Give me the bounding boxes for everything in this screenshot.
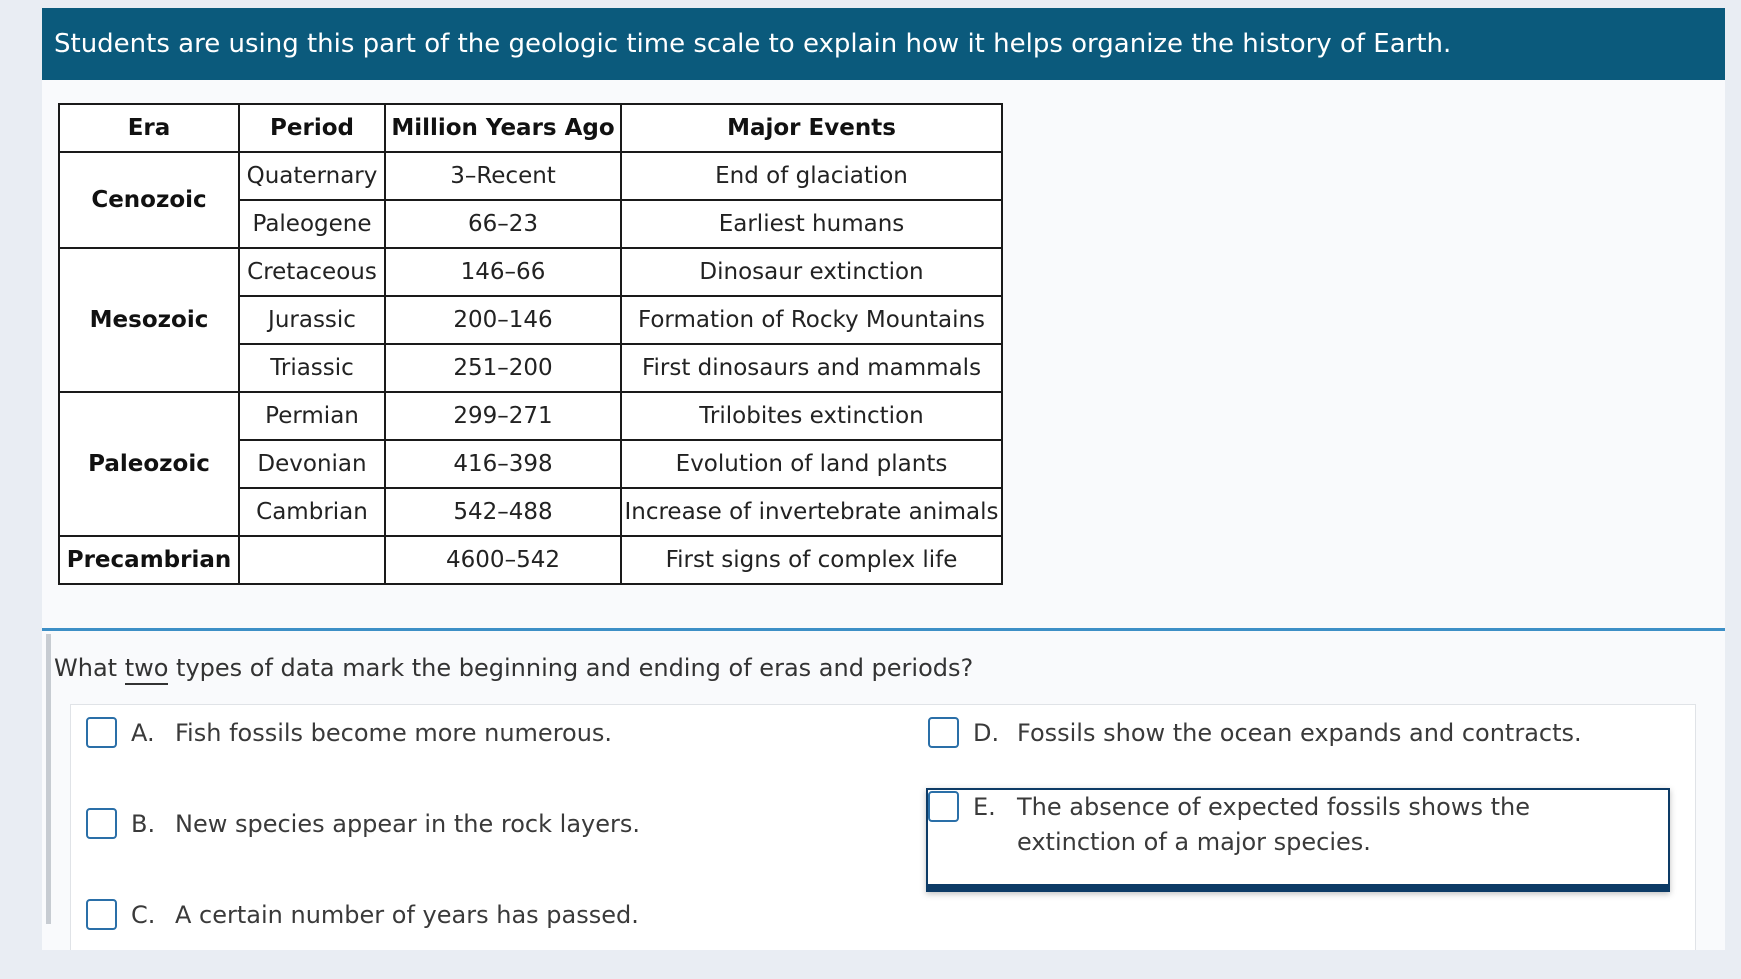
event-cell: Evolution of land plants xyxy=(621,440,1002,488)
era-cell: Mesozoic xyxy=(59,248,239,392)
period-cell: Cretaceous xyxy=(239,248,385,296)
event-cell: Formation of Rocky Mountains xyxy=(621,296,1002,344)
choice-text: Fish fossils become more numerous. xyxy=(175,719,613,747)
question-prompt xyxy=(54,654,973,682)
era-cell: Precambrian xyxy=(59,536,239,584)
question-text-end: types of data mark the beginning and ending of eras and periods? xyxy=(168,654,974,682)
question-text-start: What xyxy=(54,654,125,682)
table-row xyxy=(59,152,1002,200)
choice-letter: B. xyxy=(131,810,156,838)
mya-cell: 146–66 xyxy=(385,248,621,296)
choice-b[interactable] xyxy=(86,807,846,842)
mya-cell: 4600–542 xyxy=(385,536,621,584)
table-row xyxy=(59,392,1002,440)
mya-cell: 416–398 xyxy=(385,440,621,488)
event-cell: Earliest humans xyxy=(621,200,1002,248)
choice-d[interactable] xyxy=(928,716,1648,751)
checkbox-a[interactable] xyxy=(86,717,117,748)
mya-cell: 251–200 xyxy=(385,344,621,392)
mya-cell: 200–146 xyxy=(385,296,621,344)
event-cell: End of glaciation xyxy=(621,152,1002,200)
header-million-years-ago: Million Years Ago xyxy=(385,104,621,152)
header-major-events: Major Events xyxy=(621,104,1002,152)
stimulus-header: Students are using this part of the geologic time scale to explain how it helps organize the history of Earth. xyxy=(42,8,1725,80)
period-cell xyxy=(239,536,385,584)
choice-text: A certain number of years has passed. xyxy=(175,901,639,929)
table-row xyxy=(59,536,1002,584)
choice-text: Fossils show the ocean expands and contracts. xyxy=(1017,719,1582,747)
period-cell: Paleogene xyxy=(239,200,385,248)
header-period: Period xyxy=(239,104,385,152)
event-cell: First dinosaurs and mammals xyxy=(621,344,1002,392)
choice-letter: A. xyxy=(131,719,155,747)
event-cell: Increase of invertebrate animals xyxy=(621,488,1002,536)
period-cell: Jurassic xyxy=(239,296,385,344)
choice-text: New species appear in the rock layers. xyxy=(175,810,640,838)
choice-letter: E. xyxy=(973,793,996,821)
table-row xyxy=(59,248,1002,296)
mya-cell: 66–23 xyxy=(385,200,621,248)
section-divider xyxy=(42,628,1725,631)
checkbox-b[interactable] xyxy=(86,808,117,839)
checkbox-d[interactable] xyxy=(928,717,959,748)
geologic-time-table xyxy=(58,103,1003,585)
period-cell: Devonian xyxy=(239,440,385,488)
choice-text: The absence of expected fossils shows the extinction of a major species. xyxy=(1017,793,1530,856)
choice-e[interactable] xyxy=(928,790,1648,860)
event-cell: Trilobites extinction xyxy=(621,392,1002,440)
mya-cell: 3–Recent xyxy=(385,152,621,200)
choice-a[interactable] xyxy=(86,716,846,751)
question-emphasis: two xyxy=(125,654,169,685)
mya-cell: 542–488 xyxy=(385,488,621,536)
mya-cell: 299–271 xyxy=(385,392,621,440)
period-cell: Permian xyxy=(239,392,385,440)
table-header-row xyxy=(59,104,1002,152)
period-cell: Quaternary xyxy=(239,152,385,200)
period-cell: Triassic xyxy=(239,344,385,392)
era-cell: Cenozoic xyxy=(59,152,239,248)
checkbox-c[interactable] xyxy=(86,899,117,930)
choice-letter: D. xyxy=(973,719,1000,747)
assessment-page xyxy=(42,8,1725,950)
choice-letter: C. xyxy=(131,901,156,929)
era-cell: Paleozoic xyxy=(59,392,239,536)
event-cell: First signs of complex life xyxy=(621,536,1002,584)
checkbox-e[interactable] xyxy=(928,791,959,822)
event-cell: Dinosaur extinction xyxy=(621,248,1002,296)
question-side-rule xyxy=(46,634,51,924)
header-era: Era xyxy=(59,104,239,152)
period-cell: Cambrian xyxy=(239,488,385,536)
choice-c[interactable] xyxy=(86,898,846,933)
